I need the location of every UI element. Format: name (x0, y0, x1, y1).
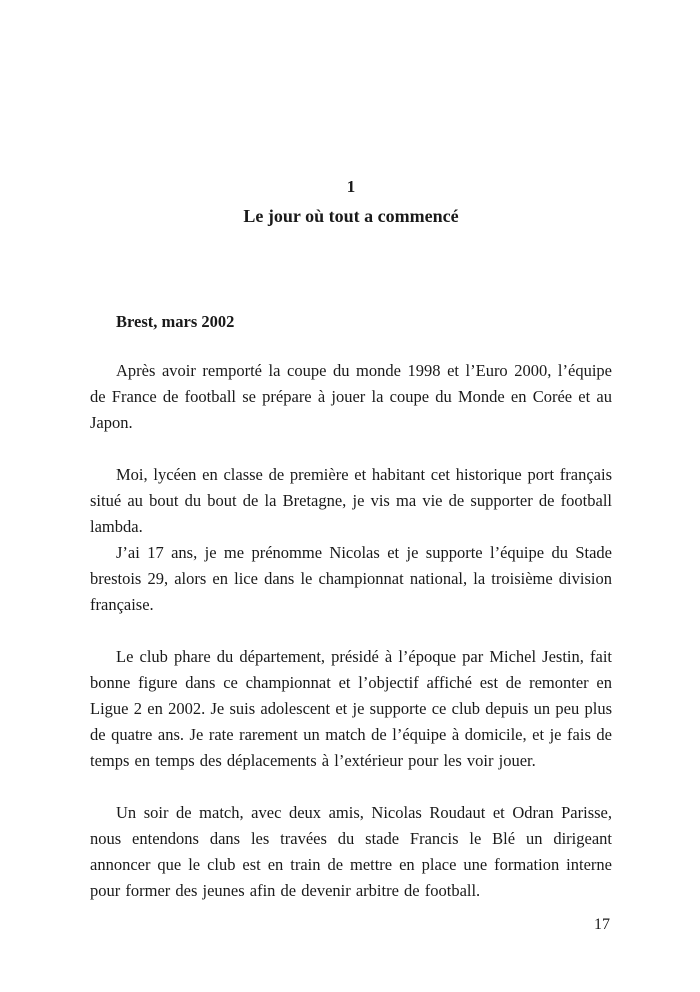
paragraph: Le club phare du département, présidé à l’époque par Michel Jestin, fait bonne figure dans ce championnat et l’objectif affiché est de remonter en Ligue 2 en 2002. Je suis adolescent et je supporte ce club depuis un peu plus de quatre ans. Je rate rarement un match de l’équipe à domicile, et je fais de temps en temps des déplacements à l’extérieur pour les voir jouer. (90, 646, 612, 770)
paragraph: J’ai 17 ans, je me prénomme Nicolas et je supporte l’équipe du Stade brestois 29, alors en lice dans le championnat national, la troisième division française. (90, 542, 612, 614)
paragraph: Moi, lycéen en classe de première et habitant cet historique port français situé au bout du bout de la Bretagne, je vis ma vie de supporter de football lambda. (90, 464, 612, 536)
chapter-heading (90, 175, 612, 230)
body-text (90, 358, 612, 904)
chapter-number: 1 (346, 177, 356, 196)
paragraph: Un soir de match, avec deux amis, Nicolas Roudaut et Odran Parisse, nous entendons dans les travées du stade Francis le Blé un dirigeant annoncer que le club est en train de mettre en place une formation interne pour former des jeunes afin de devenir arbitre de football. (90, 802, 612, 900)
page-number: 17 (594, 916, 610, 933)
dateline: Brest, mars 2002 (116, 311, 235, 331)
paragraph: Après avoir remporté la coupe du monde 1998 et l’Euro 2000, l’équipe de France de football se prépare à jouer la coupe du Monde en Corée et au Japon. (90, 360, 612, 432)
chapter-title: Le jour où tout a commencé (243, 205, 459, 226)
page-content (90, 0, 612, 904)
